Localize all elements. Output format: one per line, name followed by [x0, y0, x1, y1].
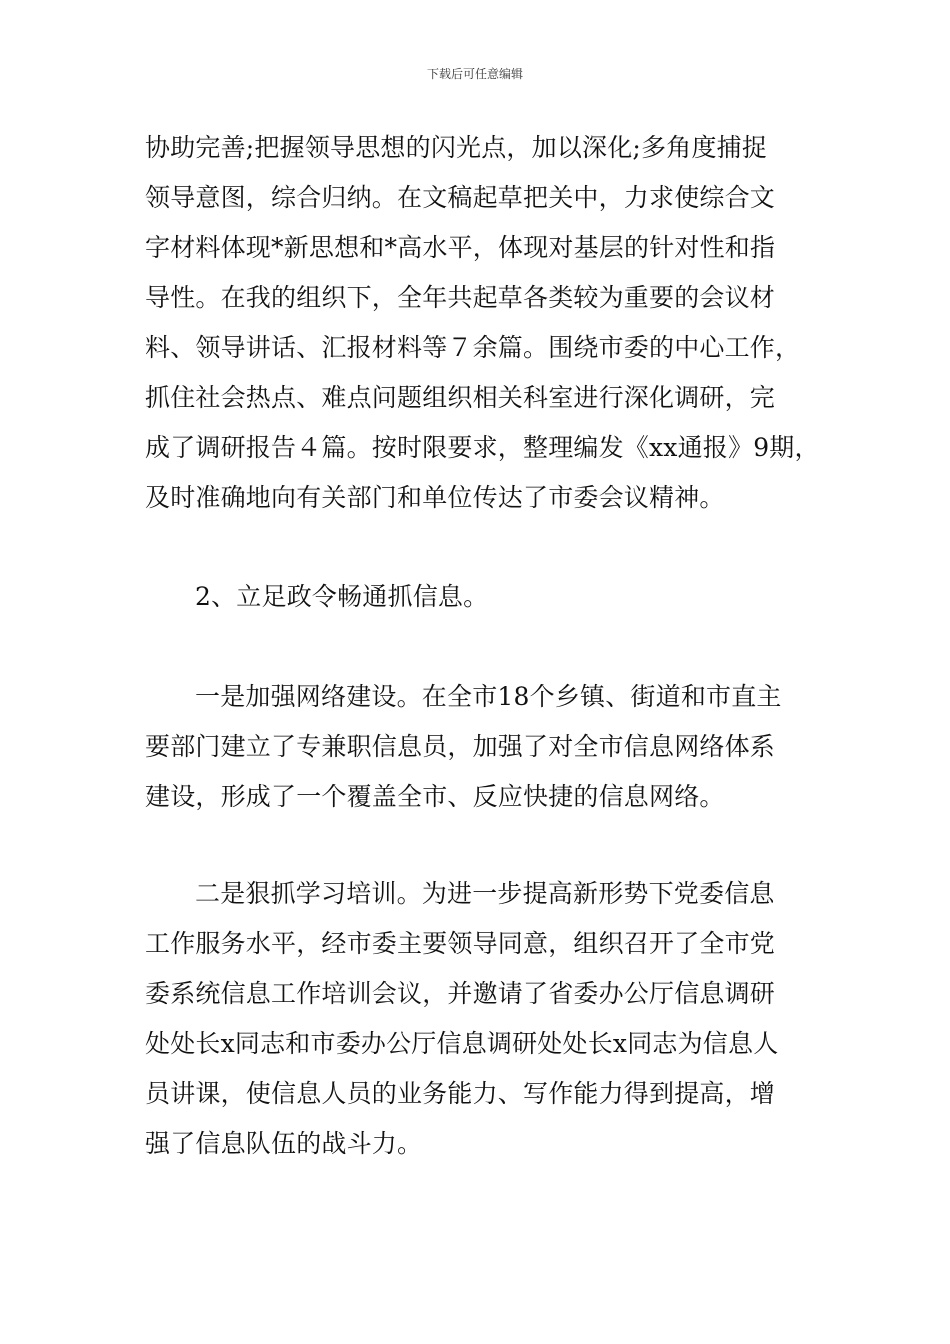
paragraph-line: 处处长x同志和市委办公厅信息调研处处长x同志为信息人: [145, 1029, 779, 1058]
paragraph-line: 领导意图，综合归纳。在文稿起草把关中，力求使综合文: [145, 183, 776, 212]
section-heading: [145, 572, 810, 622]
paragraph-line: 成了调研报告４篇。按时限要求，整理编发《xx通报》9期，: [145, 433, 820, 462]
paragraph-line: 料、领导讲话、汇报材料等７余篇。围绕市委的中心工作，: [145, 333, 801, 362]
header-note: 下载后可任意编辑: [426, 67, 523, 81]
paragraph-line: 字材料体现*新思想和*高水平，体现对基层的针对性和指: [145, 233, 776, 262]
paragraph-line: 要部门建立了专兼职信息员，加强了对全市信息网络体系: [145, 732, 776, 761]
paragraph-line: 工作服务水平，经市委主要领导同意，组织召开了全市党: [145, 929, 776, 958]
paragraph-line: 及时准确地向有关部门和单位传达了市委会议精神。: [145, 483, 725, 512]
paragraph-4: [145, 869, 810, 1169]
paragraph-line: 二是狠抓学习培训。为进一步提高新形势下党委信息: [195, 879, 775, 908]
paragraph-line: 建设，形成了一个覆盖全市、反应快捷的信息网络。: [145, 782, 725, 811]
paragraph-line: 协助完善;把握领导思想的闪光点，加以深化;多角度捕捉: [145, 133, 768, 162]
section-heading-line: 2、立足政令畅通抓信息。: [195, 582, 489, 611]
paragraph-line: 抓住社会热点、难点问题组织相关科室进行深化调研，完: [145, 383, 776, 412]
paragraph-line: 委系统信息工作培训会议，并邀请了省委办公厅信息调研: [145, 979, 776, 1008]
paragraph-line: 强了信息队伍的战斗力。: [145, 1129, 423, 1158]
paragraph-1: [145, 123, 820, 523]
paragraph-line: 导性。在我的组织下，全年共起草各类较为重要的会议材: [145, 283, 776, 312]
paragraph-line: 一是加强网络建设。在全市18个乡镇、街道和市直主: [195, 682, 782, 711]
paragraph-3: [145, 672, 810, 822]
paragraph-line: 员讲课，使信息人员的业务能力、写作能力得到提高，增: [145, 1079, 776, 1108]
